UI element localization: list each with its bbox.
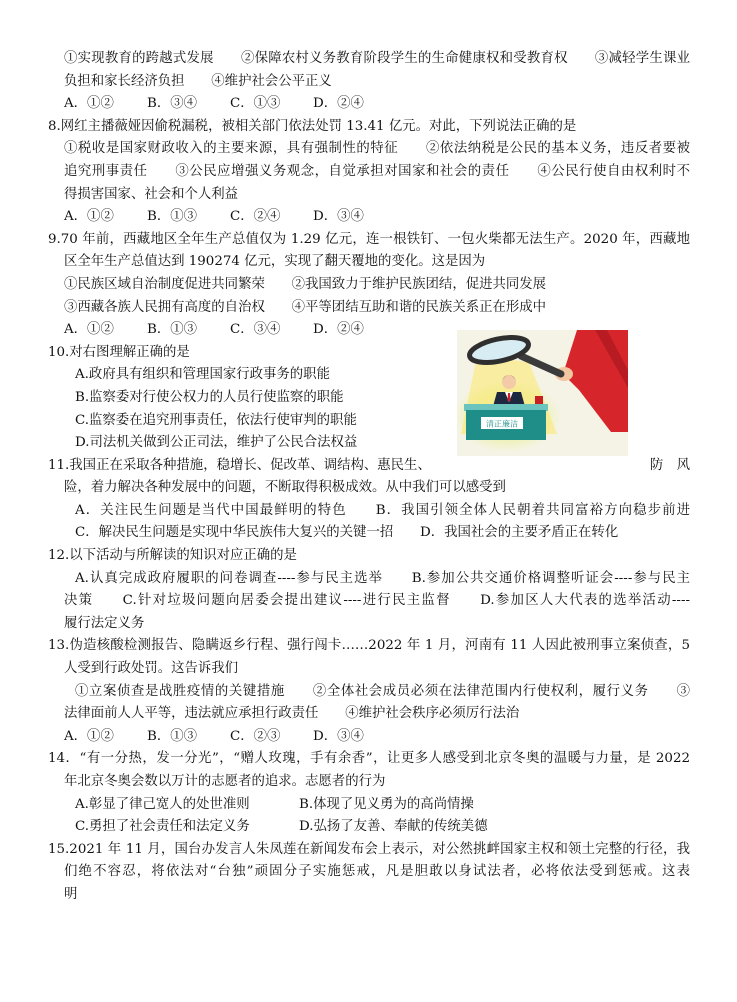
q8-statement-line: ①税收是国家财政收入的主要来源，具有强制性的特征 ②依法纳税是公民的基本义务，违反者要被 [64, 141, 690, 157]
q9-statement-line: ③西藏各族人民拥有高度的自治权 ④平等团结互助和谐的民族关系正在形成中 [64, 299, 547, 315]
q14-option-b: B.体现了见义勇为的高尚情操 [299, 796, 474, 812]
q9-option-a: A．①② [64, 322, 114, 338]
q7-statement-line: ①实现教育的跨越式发展 ②保障农村义务教育阶段学生的生命健康权和受教育权 ③减轻学生课业 [64, 51, 690, 66]
question-12 [0, 545, 690, 635]
q7-option-c: C．①③ [230, 96, 281, 112]
question-15 [0, 839, 690, 907]
q8-statement-line: 追究刑事责任 ③公民应增强义务观念，自觉承担对国家和社会的责任 ④公民行使自由权利时不 [64, 163, 690, 179]
q9-option-b: B．①③ [147, 322, 198, 338]
q8-statement-line: 得损害国家、社会和个人利益 [64, 186, 239, 202]
q7-option-d: D．②④ [313, 96, 364, 112]
q13-statement-line: ①立案侦查是战胜疫情的关键措施 ②全体社会成员必须在法律范围内行使权利，履行义务 ③ [75, 683, 690, 699]
q14-option-c: C.勇担了社会责任和法定义务 [75, 819, 250, 835]
question-14 [0, 748, 690, 838]
q8-options [0, 206, 690, 229]
q9-statement-line: ①民族区域自治制度促进共同繁荣 ②我国致力于维护民族团结，促进共同发展 [64, 276, 547, 292]
q13-options [0, 726, 690, 749]
q15-stem-line: 们绝不容忍，将依法对“台独”顽固分子实施惩戒，凡是胆敢以身试法者，必将依法受到惩戒。这表 [64, 864, 690, 880]
q15-stem-line: 明 [64, 886, 78, 902]
q9-option-c: C．③④ [230, 322, 281, 338]
q13-option-b: B．①③ [147, 728, 198, 744]
q13-statement-line: 法律面前人人平等，违法就应承担行政责任 ④维护社会秩序必须厉行法治 [64, 706, 520, 722]
exam-page [0, 48, 690, 907]
cartoon-svg [457, 330, 628, 456]
q13-stem-line: 人受到行政处罚。这告诉我们 [64, 661, 239, 677]
q7-option-a: A．①② [64, 96, 114, 112]
q13-option-d: D．③④ [313, 728, 364, 744]
q11-stem-line [0, 455, 690, 478]
q9-option-d: D．②④ [313, 322, 364, 338]
q8-option-d: D．③④ [313, 209, 364, 225]
q10-stem: 10.对右图理解正确的是 [48, 344, 190, 360]
q13-option-c: C．②③ [230, 728, 281, 744]
q14-options-row [0, 816, 690, 839]
q10-cartoon-illustration [457, 330, 628, 456]
q11-option-line: A．关注民生问题是当代中国最鲜明的特色 B．我国引领全体人民朝着共同富裕方向稳步前进 [75, 502, 690, 518]
q7-statement-line: 负担和家长经济负担 ④维护社会公平正义 [64, 73, 332, 89]
q7-options [0, 93, 690, 116]
q15-stem-line: 15.2021 年 11 月，国台办发言人朱凤莲在新闻发布会上表示，对公然挑衅国家主权和领土完整的行径，我 [48, 841, 690, 857]
question-11 [0, 455, 690, 545]
q7-option-b: B．③④ [147, 96, 198, 112]
question-7 [0, 48, 690, 116]
q8-option-b: B．①③ [147, 209, 198, 225]
q9-stem-line: 区全年生产总值达到 190274 亿元，实现了翻天覆地的变化。这是因为 [64, 254, 486, 270]
q10-option-b: B.监察委对行使公权力的人员行使监察的职能 [75, 389, 344, 405]
q11-stem-left: 11.我国正在采取各种措施，稳增长、促改革、调结构、惠民生、 [48, 457, 431, 473]
q12-body-line: 决策 C.针对垃圾问题向居委会提出建议----进行民主监督 D.参加区人大代表的选举活动---- [64, 593, 690, 609]
q14-stem-line: 年北京冬奥会数以万计的志愿者的追求。志愿者的行为 [64, 774, 386, 789]
q9-stem-line: 9.70 年前，西藏地区全年生产总值仅为 1.29 亿元，连一根铁钉、一包火柴都无法生产。2020 年，西藏地 [48, 231, 690, 247]
desk-top [464, 404, 548, 411]
q13-stem-line: 13.伪造核酸检测报告、隐瞒返乡行程、强行闯卡……2022 年 1 月，河南有 11 人因此被刑事立案侦查，5 [48, 638, 690, 654]
q11-stem-line: 险，着力解决各种发展中的问题，不断取得积极成效。从中我们可以感受到 [64, 480, 506, 496]
question-9 [0, 229, 690, 342]
q10-option-a: A.政府具有组织和管理国家行政事务的职能 [75, 367, 330, 383]
q14-option-a: A.彰显了律己宽人的处世准则 [75, 796, 250, 812]
q11-option-line: C．解决民生问题是实现中华民族伟大复兴的关键一招 D．我国社会的主要矛盾正在转化 [75, 525, 619, 541]
q14-stem-line: 14．“有一分热，发一分光”，“赠人玫瑰，手有余香”，让更多人感受到北京冬奥的温暖与力量，是 2022 [48, 751, 690, 767]
q11-stem-right: 防 风 [649, 457, 690, 473]
q12-stem: 12.以下活动与所解读的知识对应正确的是 [48, 548, 297, 564]
q8-option-a: A．①② [64, 209, 114, 225]
q10-option-d: D.司法机关做到公正司法，维护了公民合法权益 [75, 435, 358, 451]
q8-stem: 8.网红主播薇娅因偷税漏税，被相关部门依法处罚 13.41 亿元。对此，下列说法正确的是 [48, 118, 577, 134]
desk-sign-text: 清正廉洁 [486, 419, 518, 429]
q10-option-c: C.监察委在追究刑事责任，依法行使审判的职能 [75, 412, 357, 428]
question-13 [0, 635, 690, 748]
q14-options-row [0, 794, 690, 817]
q8-option-c: C．②④ [230, 209, 281, 225]
q12-body-line: A.认真完成政府履职的问卷调查----参与民主选举 B.参加公共交通价格调整听证会----参与民主 [75, 570, 690, 586]
q14-option-d: D.弘扬了友善、奉献的传统美德 [299, 819, 488, 835]
q13-option-a: A．①② [64, 728, 114, 744]
question-8 [0, 116, 690, 229]
q12-body-line: 履行法定义务 [64, 615, 145, 631]
